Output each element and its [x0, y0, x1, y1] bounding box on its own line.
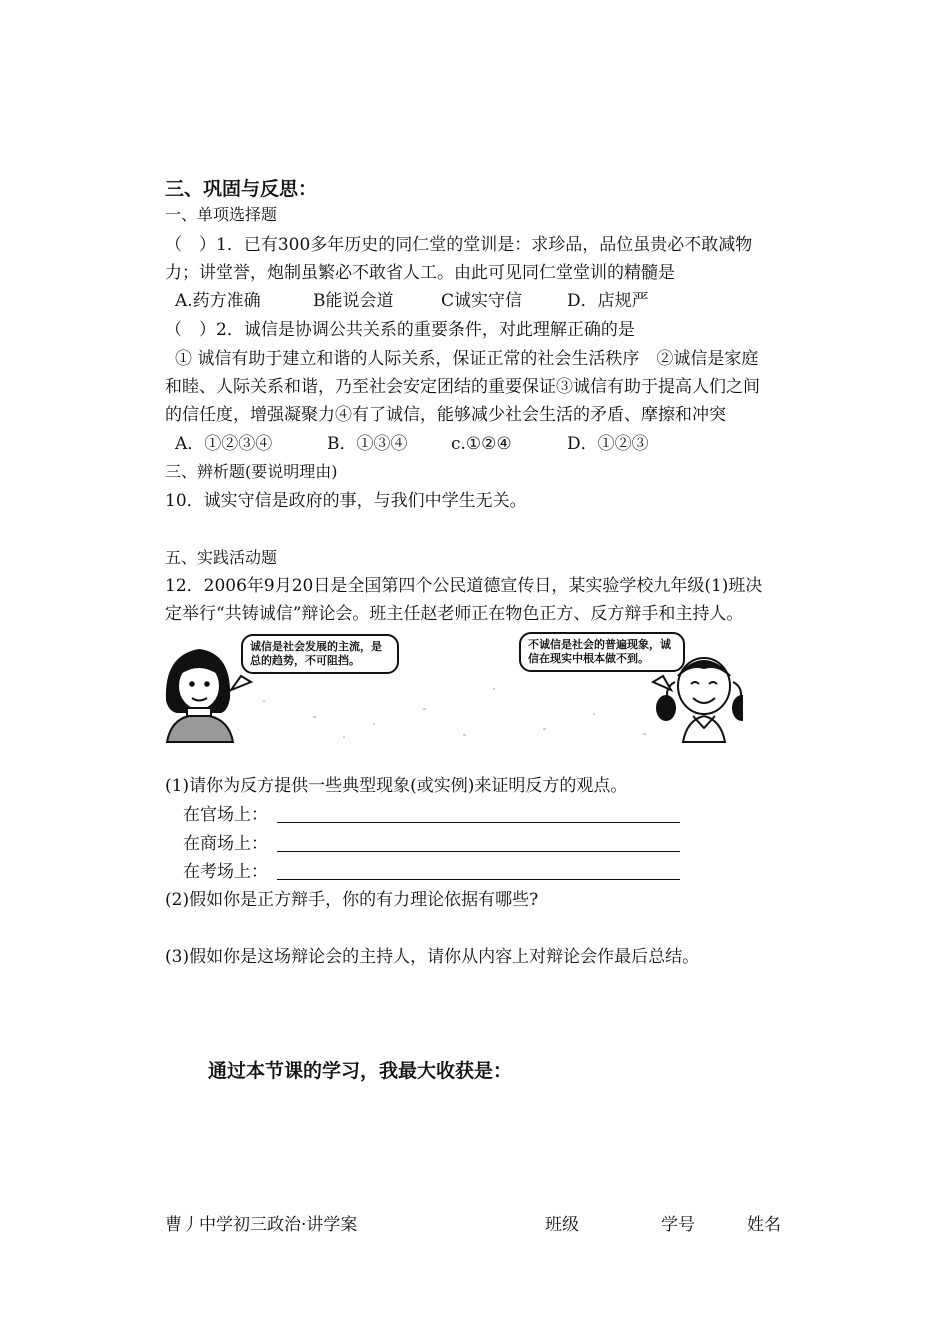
footer-class-label: 班级 — [545, 1215, 579, 1235]
q1-option-d: D．店规严 — [567, 291, 649, 311]
sub-question-3: (3)假如你是这场辩论会的主持人，请你从内容上对辩论会作最后总结。 — [165, 947, 700, 967]
fill-label-exam: 在考场上： — [183, 862, 268, 882]
left-girl — [167, 650, 233, 742]
q12-line2: 定举行“共铸诚信”辩论会。班主任赵老师正在物色正方、反方辩手和主持人。 — [165, 604, 744, 624]
answer-line-business[interactable] — [277, 851, 680, 852]
fill-label-official: 在官场上： — [183, 805, 268, 825]
part5-heading: 五、实践活动题 — [165, 548, 278, 567]
q2-option-a: A．①②③④ — [175, 434, 273, 454]
q2-option-d: D．①②③ — [567, 434, 649, 454]
sub-question-2: (2)假如你是正方辩手，你的有力理论依据有哪些? — [165, 890, 539, 910]
q1-line2: 力；讲堂誉，炮制虽繁必不敢省人工。由此可见同仁堂堂训的精髓是 — [165, 263, 675, 283]
footer-school: 曹丿中学初三政治·讲学案 — [165, 1215, 358, 1235]
q1-option-a: A.药方准确 — [175, 291, 261, 311]
right-bubble-tail — [653, 676, 671, 690]
q2-line3: 和睦、人际关系和谐，乃至社会安定团结的重要保证③诚信有助于提高人们之间 — [165, 377, 760, 397]
background-texture — [263, 688, 646, 738]
q2-line4: 的信任度，增强凝聚力④有了诚信，能够减少社会生活的矛盾、摩擦和冲突 — [165, 405, 726, 425]
q1-option-b: B能说会道 — [313, 291, 394, 311]
q1-line1: （ ）1．已有300多年历史的同仁堂的堂训是：求珍品，品位虽贵必不敢减物 — [165, 235, 753, 255]
right-speech-bubble: 不诚信是社会的普遍现象，诚信在现实中根本做不到。 — [519, 632, 685, 672]
q2-options — [175, 430, 649, 458]
left-speech-bubble: 诚信是社会发展的主流，是总的趋势，不可阻挡。 — [241, 634, 399, 674]
fill-label-business: 在商场上： — [183, 834, 268, 854]
q2-option-c: c.①②④ — [451, 434, 512, 454]
q2-line2: ① 诚信有助于建立和谐的人际关系，保证正常的社会生活秩序 ②诚信是家庭 — [175, 349, 759, 369]
q2-line1: （ ）2．诚信是协调公共关系的重要条件，对此理解正确的是 — [165, 320, 635, 340]
debate-illustration — [163, 628, 743, 744]
footer-id-label: 学号 — [661, 1215, 695, 1235]
footer-name-label: 姓名 — [747, 1215, 781, 1235]
q12-line1: 12．2006年9月20日是全国第四个公民道德宣传日，某实验学校九年级(1)班决 — [165, 576, 763, 596]
q1-option-c: C诚实守信 — [441, 291, 523, 311]
part1-heading: 一、单项选择题 — [165, 205, 278, 224]
sub-question-1: (1)请你为反方提供一些典型现象(或实例)来证明反方的观点。 — [165, 776, 628, 796]
part3-heading: 三、辨析题(要说明理由) — [165, 462, 338, 481]
q2-option-b: B．①③④ — [327, 434, 408, 454]
q10-text: 10．诚实守信是政府的事，与我们中学生无关。 — [165, 491, 527, 511]
q1-options — [175, 287, 649, 315]
learning-summary-prompt: 通过本节课的学习，我最大收获是： — [208, 1060, 513, 1082]
answer-line-exam[interactable] — [277, 879, 680, 880]
answer-line-official[interactable] — [277, 822, 680, 823]
left-bubble-tail — [231, 676, 251, 690]
section-title: 三、巩固与反思： — [165, 178, 318, 200]
